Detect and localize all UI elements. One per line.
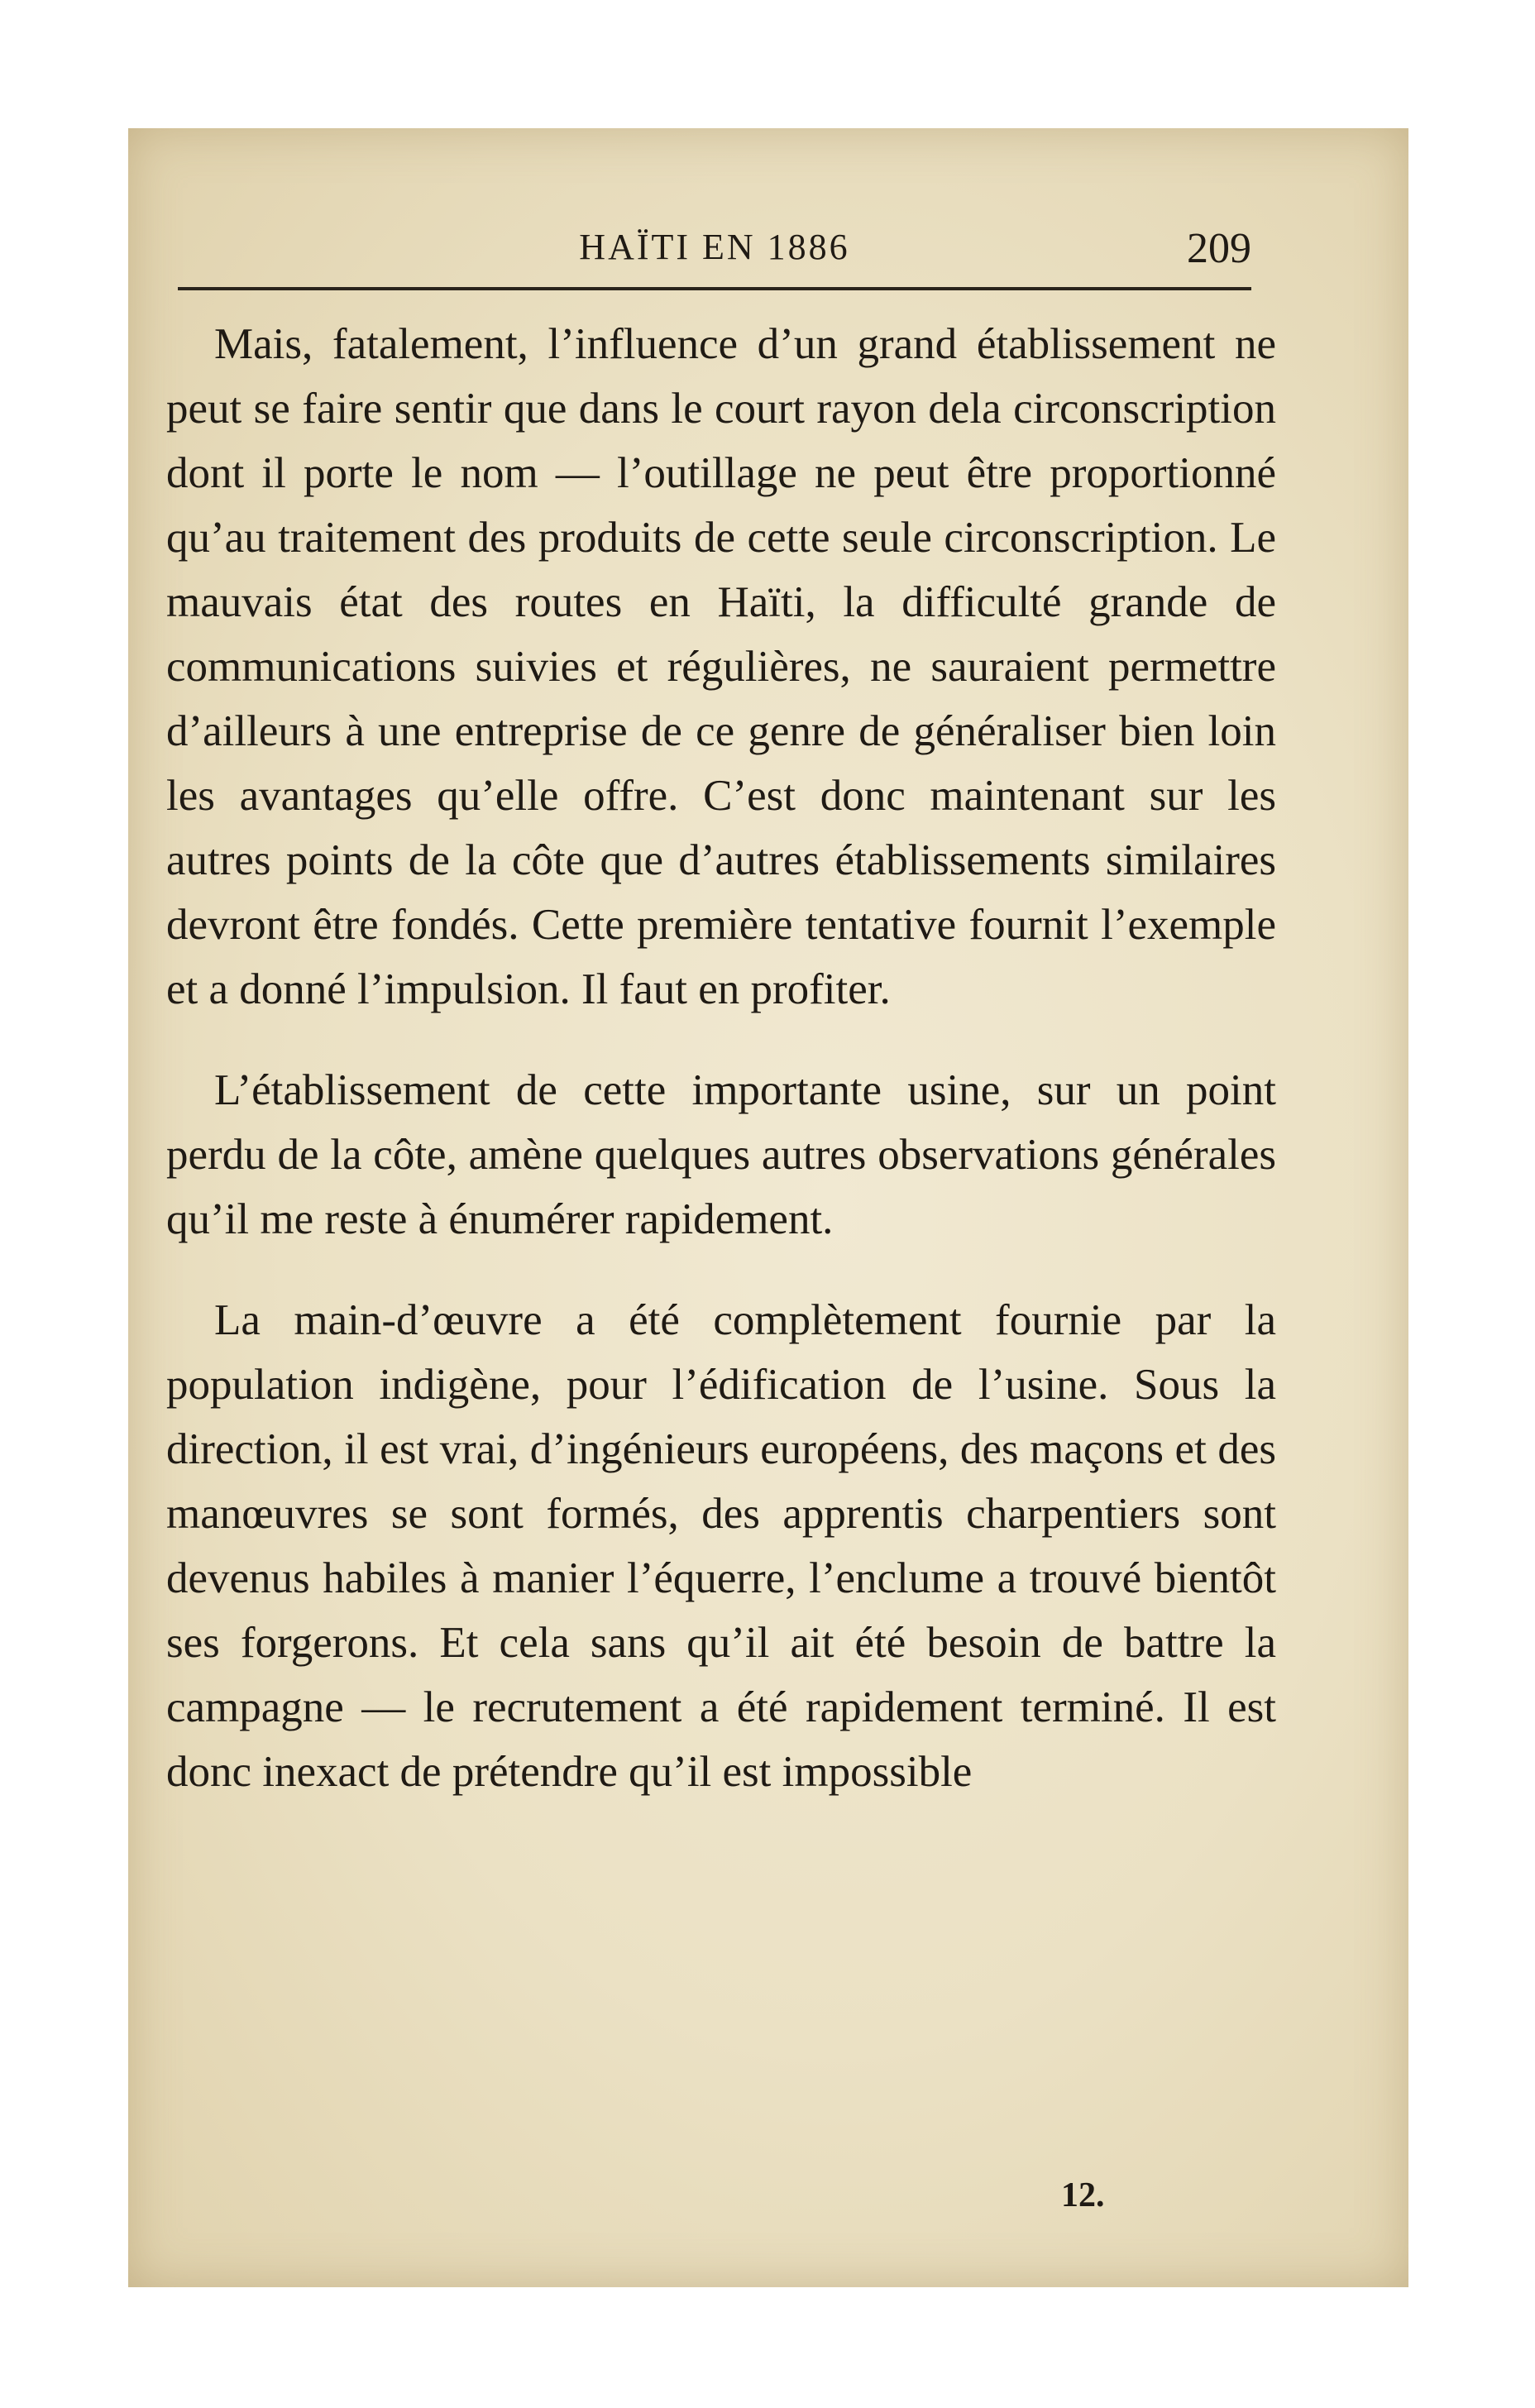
paragraph-1: Mais, fatalement, l’influence d’un grand établissement ne peut se faire sentir que dans le court rayon dela circonscription dont il porte le nom — l’outillage ne peut être proportionné qu’au traitement des produits de cette seule circonscription. Le mauvais état des routes en Haïti, la difficulté grande de communications suivies et régulières, ne sauraient permettre d’ailleurs à une entreprise de ce genre de généraliser bien loin les avantages qu’elle offre. C’est donc maintenant sur les autres points de la côte que d’autres établissements similaires devront être fondés. Cette première tentative fournit l’exemple et a donné l’impulsion. Il faut en profiter.	[166, 320, 1276, 1013]
paragraph-2: L’établissement de cette importante usine, sur un point perdu de la côte, amène quelques autres observations générales qu’il me reste à énumérer rapidement.	[166, 1066, 1276, 1243]
running-head	[178, 218, 1251, 275]
signature-mark: 12.	[1061, 2176, 1105, 2214]
header-rule	[178, 287, 1251, 290]
running-title: HAÏTI EN 1886	[579, 227, 850, 267]
page-number: 209	[1187, 225, 1251, 272]
body-text	[166, 312, 1276, 1804]
book-page	[128, 128, 1408, 2287]
paragraph-3: La main-d’œuvre a été complètement fournie par la population indigène, pour l’édification de l’usine. Sous la direction, il est vrai, d’ingénieurs européens, des maçons et des manœuvres se sont formés, des apprentis charpentiers sont devenus habiles à manier l’équerre, l’enclume a trouvé bientôt ses forgerons. Et cela sans qu’il ait été besoin de battre la campagne — le recrutement a été rapidement terminé. Il est donc inexact de prétendre qu’il est impossible	[166, 1296, 1276, 1796]
